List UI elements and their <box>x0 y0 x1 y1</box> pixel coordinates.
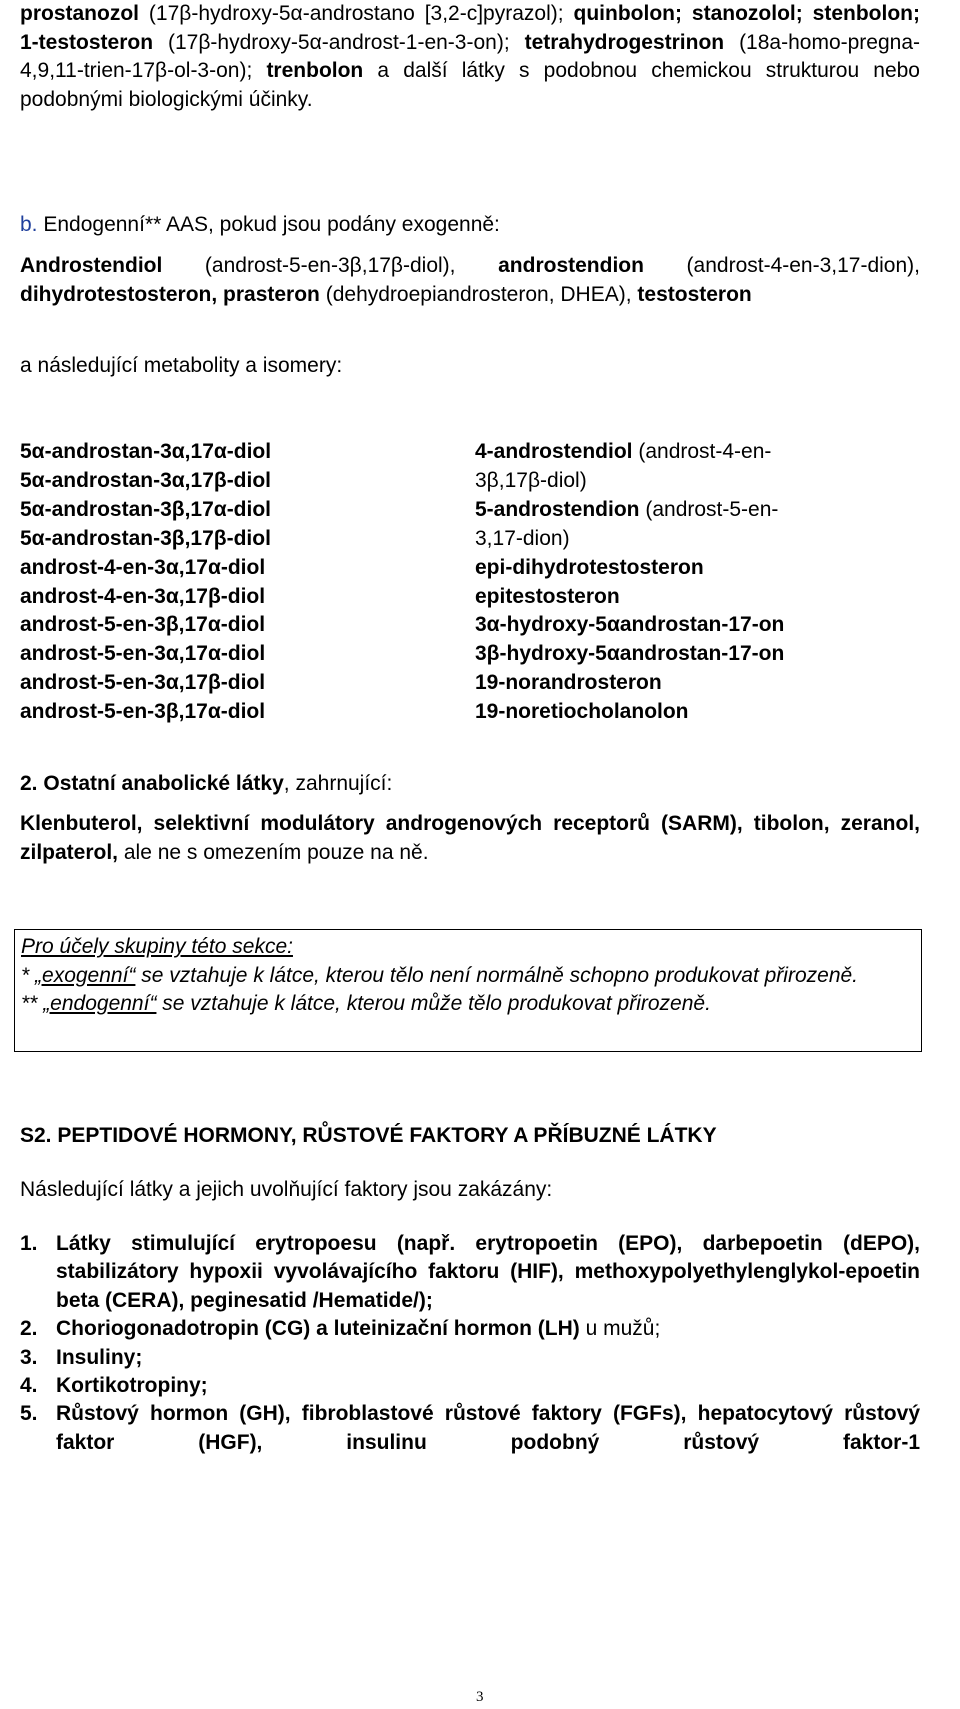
term-androstendion: androstendion <box>498 254 644 277</box>
right-item-note: (androst-4-en- <box>632 440 772 463</box>
section-2-title: Ostatní anabolické látky <box>43 772 284 795</box>
note-marker: ** <box>21 992 44 1015</box>
list-item: 3α-hydroxy-5αandrostan-17-on <box>475 613 785 637</box>
list-item <box>475 496 835 525</box>
item-number: 1. <box>20 1232 38 1255</box>
term-list-1: quinbolon; stanozolol; stenbolon; 1-testosteron <box>20 2 920 54</box>
metabolites-left-list <box>20 438 440 727</box>
list-item <box>20 1230 920 1315</box>
list-item: 5α-androstan-3β,17β-diol <box>20 526 271 550</box>
list-item: androst-5-en-3α,17β-diol <box>20 671 266 695</box>
item-text <box>56 1400 920 1457</box>
section-2-suffix: , zahrnující: <box>283 772 393 795</box>
item-text <box>56 1344 920 1372</box>
list-item <box>475 438 835 467</box>
list-item: 5α-androstan-3β,17α-diol <box>20 497 272 521</box>
list-item: 3β-hydroxy-5αandrostan-17-on <box>475 642 785 666</box>
section-2-qualifier: ale ne s omezením pouze na ně. <box>118 840 429 864</box>
section-2-heading <box>20 770 392 799</box>
item-text-main: Insuliny; <box>56 1345 143 1369</box>
item-number: 2. <box>20 1317 38 1341</box>
list-item <box>20 1344 920 1372</box>
item-text-tail: u mužů; <box>579 1317 661 1341</box>
list-item: androst-4-en-3α,17β-diol <box>20 584 266 608</box>
section-2-paragraph <box>20 810 920 867</box>
section-b-text-3: (dehydroepiandrosteron, DHEA), <box>319 282 638 306</box>
list-item: 5α-androstan-3α,17β-diol <box>20 468 272 492</box>
list-item: 19-noretiocholanolon <box>475 700 689 724</box>
item-number: 4. <box>20 1374 38 1398</box>
section-2-number: 2. <box>20 772 44 795</box>
item-text <box>56 1372 920 1400</box>
list-item: epitestosteron <box>475 584 620 608</box>
list-item: 19-norandrosteron <box>475 671 662 695</box>
section-b-text-1: (androst-5-en-3β,17β-diol), <box>162 254 499 277</box>
list-item: 5α-androstan-3α,17α-diol <box>20 440 272 463</box>
term-trenbolon: trenbolon <box>266 59 364 82</box>
item-text-main: Růstový hormon (GH), fibroblastové růstové faktory (FGFs), hepatocytový růstový faktor (HGF), insulinu podobný růstový faktor-1 <box>56 1402 920 1454</box>
right-item-note: 3β,17β-diol) <box>475 468 587 492</box>
note-exogenous <box>21 962 915 991</box>
metabolites-right-list <box>475 438 835 727</box>
list-item <box>20 1400 920 1457</box>
s2-intro: Následující látky a jejich uvolňující faktory jsou zakázány: <box>20 1178 553 1201</box>
section-b-paragraph <box>20 252 920 309</box>
note-term: „exogenní“ <box>35 963 136 987</box>
section-b-heading-text: Endogenní** AAS, pokud jsou podány exogenně: <box>37 213 500 236</box>
right-item-note: (androst-5-en- <box>639 497 779 521</box>
item-number: 3. <box>20 1345 38 1369</box>
list-item: androst-5-en-3β,17α-diol <box>20 613 266 637</box>
definitions-note-box <box>14 929 922 1052</box>
section-2-substances: Klenbuterol, selektivní modulátory androgenových receptorů (SARM), tibolon, zeranol, zilpaterol, <box>20 812 920 864</box>
intro-text-4: a další látky s podobnou chemickou strukturou nebo podobnými biologickými účinky. <box>20 59 920 111</box>
item-text-main: Látky stimulující erytropoesu (např. erytropoetin (EPO), darbepoetin (dEPO), stabilizátory hypoxii vyvolávajícího faktoru (HIF), methoxypolyethylenglykol-epoetin beta (CERA), peginesatid /Hematide/); <box>56 1232 920 1312</box>
term-tetrahydrogestrinon: tetrahydrogestrinon <box>524 30 725 54</box>
term-testosteron: testosteron <box>637 282 752 306</box>
intro-text-2: (17β-hydroxy-5α-androst-1-en-3-on); <box>153 30 525 54</box>
list-item <box>475 525 835 554</box>
right-item-note: 3,17-dion) <box>475 526 570 550</box>
list-item <box>475 467 835 496</box>
section-b-marker: b. <box>20 213 38 236</box>
note-endogenous <box>21 990 915 1019</box>
intro-text-1: (17β-hydroxy-5α-androstano [3,2-c]pyrazol); <box>139 2 574 25</box>
note-heading: Pro účely skupiny této sekce: <box>21 935 293 958</box>
item-text <box>56 1230 920 1315</box>
note-definition: se vztahuje k látce, kterou tělo není normálně schopno produkovat přirozeně. <box>135 963 859 987</box>
list-item: epi-dihydrotestosteron <box>475 555 704 579</box>
intro-paragraph <box>20 0 920 114</box>
section-b-heading <box>20 211 500 240</box>
intro-text-3: (18a-homo-pregna-4,9,11-trien-17β-ol-3-on); <box>20 30 920 82</box>
term-androstendiol: Androstendiol <box>20 254 163 277</box>
list-item <box>20 1315 920 1343</box>
section-b-text-2: (androst-4-en-3,17-dion), <box>643 254 920 277</box>
right-item-term: 5-androstendion <box>475 497 640 521</box>
list-item: androst-4-en-3α,17α-diol <box>20 555 266 579</box>
metabolites-intro: a následující metabolity a isomery: <box>20 354 343 377</box>
list-item <box>20 1372 920 1400</box>
item-text-main: Choriogonadotropin (CG) a luteinizační hormon (LH) <box>56 1317 580 1341</box>
note-marker: * <box>21 963 36 987</box>
s2-section-title: S2. PEPTIDOVÉ HORMONY, RŮSTOVÉ FAKTORY A PŘÍBUZNÉ LÁTKY <box>20 1124 717 1147</box>
right-item-term: 4-androstendiol <box>475 440 633 463</box>
list-item: androst-5-en-3α,17α-diol <box>20 642 266 666</box>
term-dihydrotestosteron: dihydrotestosteron, prasteron <box>20 282 320 306</box>
item-text-main: Kortikotropiny; <box>56 1374 208 1398</box>
term-prostanozol: prostanozol <box>20 2 139 25</box>
item-text <box>56 1315 920 1343</box>
note-definition: se vztahuje k látce, kterou může tělo produkovat přirozeně. <box>156 992 711 1015</box>
prohibited-substances-list <box>20 1230 920 1457</box>
list-item: androst-5-en-3β,17α-diol <box>20 700 266 724</box>
note-term: „endogenní“ <box>43 992 157 1015</box>
page-number: 3 <box>476 1689 484 1705</box>
item-number: 5. <box>20 1402 38 1426</box>
